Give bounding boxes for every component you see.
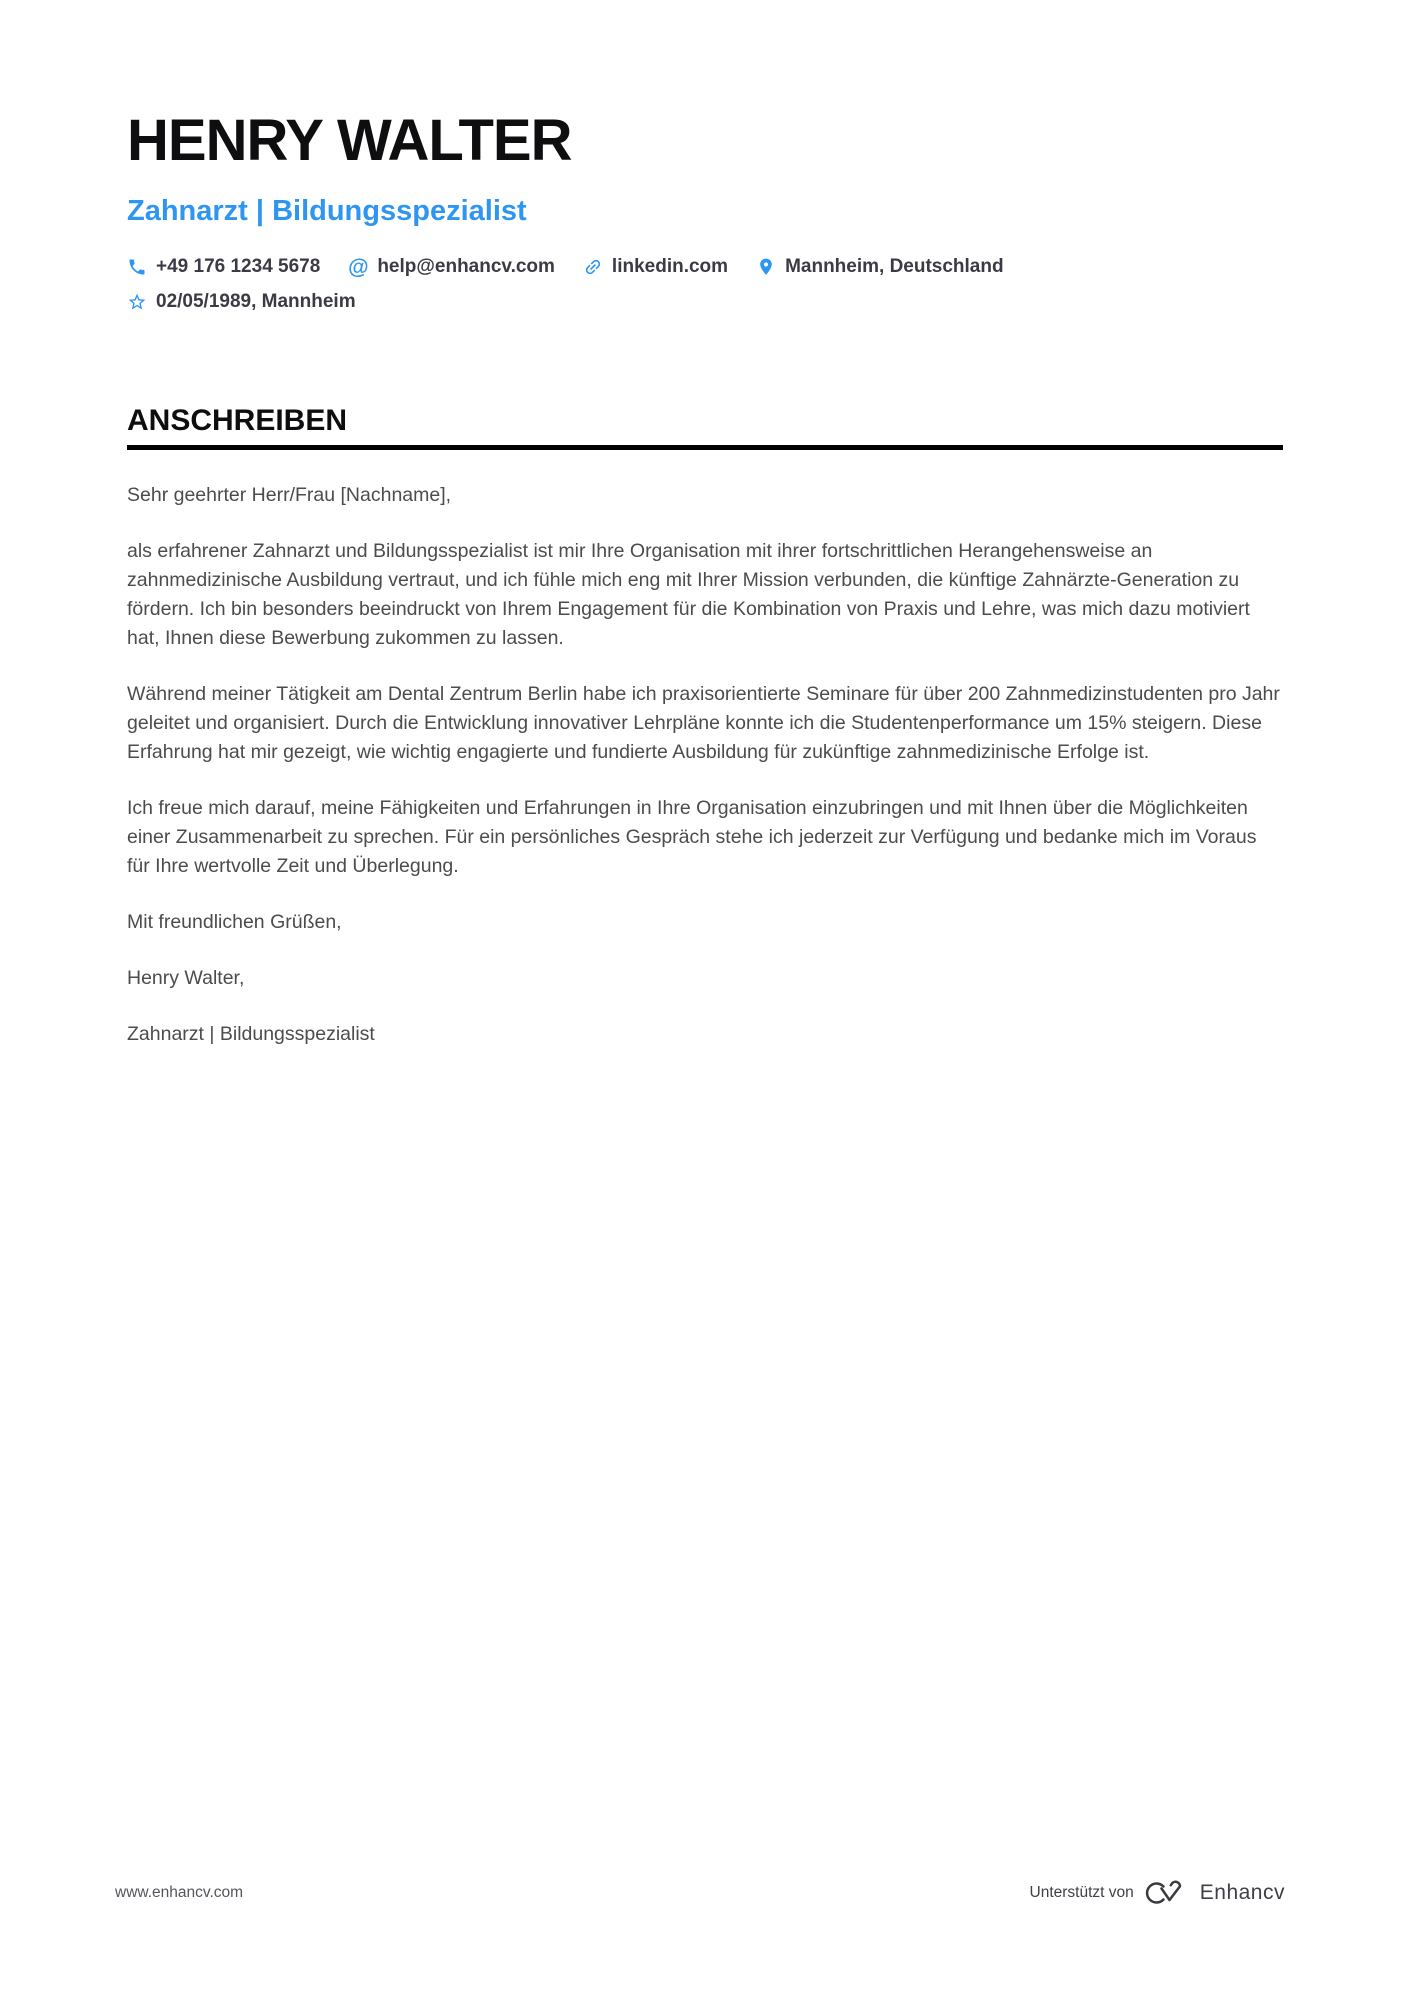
letter-paragraph: Während meiner Tätigkeit am Dental Zentrum Berlin habe ich praxisorientierte Seminare für über 200 Zahnmedizinstudenten pro Jahr geleitet und organisiert. Durch die Entwicklung innovativer Lehrpläne konnte ich die Studentenperformance um 15% steigern. Diese Erfahrung hat mir gezeigt, wie wichtig engagierte und fundierte Ausbildung für zukünftige zahnmedizinische Erfolge ist.	[127, 683, 1280, 764]
phone-icon	[127, 257, 147, 277]
signature-name: Henry Walter,	[127, 967, 245, 990]
contact-birthdate-text: 02/05/1989, Mannheim	[156, 291, 356, 313]
page-footer	[115, 1878, 1285, 1908]
contact-phone	[127, 256, 320, 278]
contact-location-text: Mannheim, Deutschland	[785, 256, 1004, 278]
contact-linkedin[interactable]	[583, 256, 728, 278]
enhancv-wordmark[interactable]: Enhancv	[1199, 1881, 1285, 1904]
letter-body	[127, 481, 1283, 1049]
footer-website-link[interactable]: www.enhancv.com	[115, 1884, 244, 1901]
section-heading-anschreiben: ANSCHREIBEN	[127, 406, 1283, 450]
enhancv-logo-icon	[1144, 1878, 1190, 1908]
contact-linkedin-text[interactable]: linkedin.com	[611, 256, 729, 278]
contact-phone-text: +49 176 1234 5678	[156, 256, 321, 278]
powered-by-label: Unterstützt von	[1029, 1884, 1134, 1901]
signature-title: Zahnarzt | Bildungsspezialist	[127, 1023, 375, 1046]
closing-line: Mit freundlichen Grüßen,	[127, 911, 342, 934]
link-icon	[583, 257, 603, 277]
letter-paragraph: als erfahrener Zahnarzt und Bildungsspezialist ist mir Ihre Organisation mit ihrer fortschrittlichen Herangehensweise an zahnmedizinische Ausbildung vertraut, und ich fühle mich eng mit Ihrer Mission verbunden, die künftige Zahnärzte-Generation zu fördern. Ich bin besonders beeindruckt von Ihrem Engagement für die Kombination von Praxis und Lehre, was mich dazu motiviert hat, Ihnen diese Bewerbung zukommen zu lassen.	[127, 540, 1250, 650]
contact-email-text[interactable]: help@enhancv.com	[377, 256, 555, 278]
contact-row-2	[127, 291, 1283, 313]
page-title: HENRY WALTER	[127, 108, 572, 173]
contact-birthdate	[127, 291, 356, 313]
salutation: Sehr geehrter Herr/Frau [Nachname],	[127, 484, 452, 507]
letter-paragraph: Ich freue mich darauf, meine Fähigkeiten und Erfahrungen in Ihre Organisation einzubringen und mit Ihnen über die Möglichkeiten einer Zusammenarbeit zu sprechen. Für ein persönliches Gespräch stehe ich jederzeit zur Verfügung und bedanke mich im Voraus für Ihre wertvolle Zeit und Überlegung.	[127, 797, 1257, 878]
contact-row	[127, 256, 1283, 278]
contact-location	[756, 256, 1004, 278]
location-pin-icon	[756, 257, 776, 277]
job-title: Zahnarzt | Bildungsspezialist	[127, 195, 527, 227]
star-icon	[127, 292, 147, 312]
email-icon: @	[348, 255, 369, 279]
contact-email[interactable]	[348, 256, 555, 278]
powered-by	[1030, 1878, 1285, 1908]
